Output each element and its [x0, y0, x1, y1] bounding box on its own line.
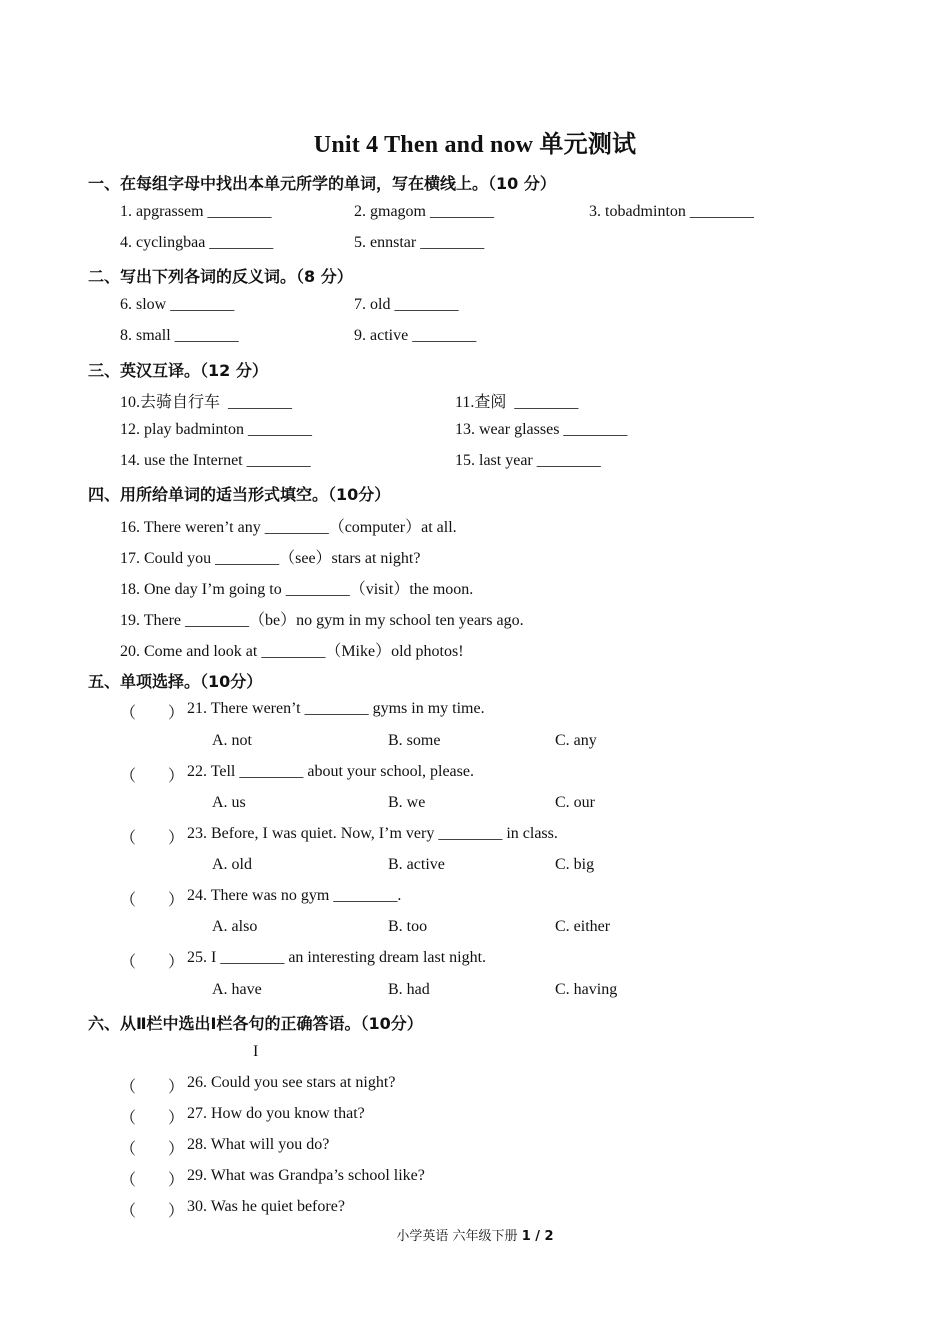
question-6: 6. slow ________	[120, 296, 235, 313]
question-21: 21. There weren’t ________ gyms in my time.	[187, 700, 485, 717]
question-23: 23. Before, I was quiet. Now, I’m very ________ in class.	[187, 825, 558, 842]
option-22-a: A. us	[212, 794, 246, 811]
question-19: 19. There ________（be）no gym in my school ten years ago.	[120, 612, 524, 629]
page-footer	[0, 1225, 950, 1244]
question-26: 26. Could you see stars at night?	[187, 1074, 396, 1091]
question-15: 15. last year ________	[455, 452, 601, 469]
answer-bracket: （ ）	[120, 1203, 185, 1220]
question-11: 11.查阅 ________	[455, 394, 579, 411]
question-10: 10.去骑自行车 ________	[120, 394, 293, 411]
option-24-c: C. either	[555, 918, 611, 935]
question-22: 22. Tell ________ about your school, please.	[187, 763, 474, 780]
option-23-c: C. big	[555, 856, 595, 873]
option-21-a: A. not	[212, 732, 252, 749]
option-24-b: B. too	[388, 918, 428, 935]
section-4-heading: 四、用所给单词的适当形式填空。（10分）	[88, 485, 391, 504]
option-23-b: B. active	[388, 856, 445, 873]
question-18: 18. One day I’m going to ________（visit）the moon.	[120, 581, 474, 598]
question-24: 24. There was no gym ________.	[187, 887, 402, 904]
section-5-heading: 五、单项选择。（10分）	[88, 672, 263, 691]
option-22-b: B. we	[388, 794, 426, 811]
option-25-b: B. had	[388, 981, 430, 998]
option-22-c: C. our	[555, 794, 595, 811]
section-6-heading: 六、从Ⅱ栏中选出Ⅰ栏各句的正确答语。（10分）	[88, 1014, 423, 1033]
question-13: 13. wear glasses ________	[455, 421, 628, 438]
column-label: I	[253, 1043, 259, 1060]
section-3-heading: 三、英汉互译。（12 分）	[88, 361, 268, 380]
option-21-b: B. some	[388, 732, 441, 749]
footer-label: 小学英语 六年级下册	[396, 1229, 522, 1244]
answer-bracket: （ ）	[120, 1141, 185, 1158]
question-29: 29. What was Grandpa’s school like?	[187, 1167, 425, 1184]
option-25-a: A. have	[212, 981, 262, 998]
answer-bracket: （ ）	[120, 768, 185, 785]
answer-bracket: （ ）	[120, 954, 185, 971]
question-3: 3. tobadminton ________	[589, 203, 754, 220]
section-1-heading: 一、在每组字母中找出本单元所学的单词，写在横线上。（10 分）	[88, 174, 556, 193]
question-20: 20. Come and look at ________（Mike）old photos!	[120, 643, 464, 660]
question-30: 30. Was he quiet before?	[187, 1198, 345, 1215]
question-4: 4. cyclingbaa ________	[120, 234, 274, 251]
question-14: 14. use the Internet ________	[120, 452, 311, 469]
question-1: 1. apgrassem ________	[120, 203, 272, 220]
answer-bracket: （ ）	[120, 1079, 185, 1096]
option-25-c: C. having	[555, 981, 618, 998]
question-25: 25. I ________ an interesting dream last night.	[187, 949, 487, 966]
answer-bracket: （ ）	[120, 1172, 185, 1189]
question-5: 5. ennstar ________	[354, 234, 485, 251]
page-title: Unit 4 Then and now 单元测试	[313, 132, 637, 158]
question-17: 17. Could you ________（see）stars at night?	[120, 550, 421, 567]
question-9: 9. active ________	[354, 327, 477, 344]
page-number: 1 / 2	[521, 1229, 554, 1244]
question-28: 28. What will you do?	[187, 1136, 330, 1153]
section-2-heading: 二、写出下列各词的反义词。（8 分）	[88, 267, 353, 286]
option-24-a: A. also	[212, 918, 258, 935]
question-7: 7. old ________	[354, 296, 459, 313]
answer-bracket: （ ）	[120, 830, 185, 847]
option-21-c: C. any	[555, 732, 597, 749]
answer-bracket: （ ）	[120, 1110, 185, 1127]
question-12: 12. play badminton ________	[120, 421, 312, 438]
question-27: 27. How do you know that?	[187, 1105, 365, 1122]
question-2: 2. gmagom ________	[354, 203, 494, 220]
question-16: 16. There weren’t any ________（computer）at all.	[120, 519, 457, 536]
answer-bracket: （ ）	[120, 705, 185, 722]
option-23-a: A. old	[212, 856, 252, 873]
answer-bracket: （ ）	[120, 892, 185, 909]
question-8: 8. small ________	[120, 327, 239, 344]
